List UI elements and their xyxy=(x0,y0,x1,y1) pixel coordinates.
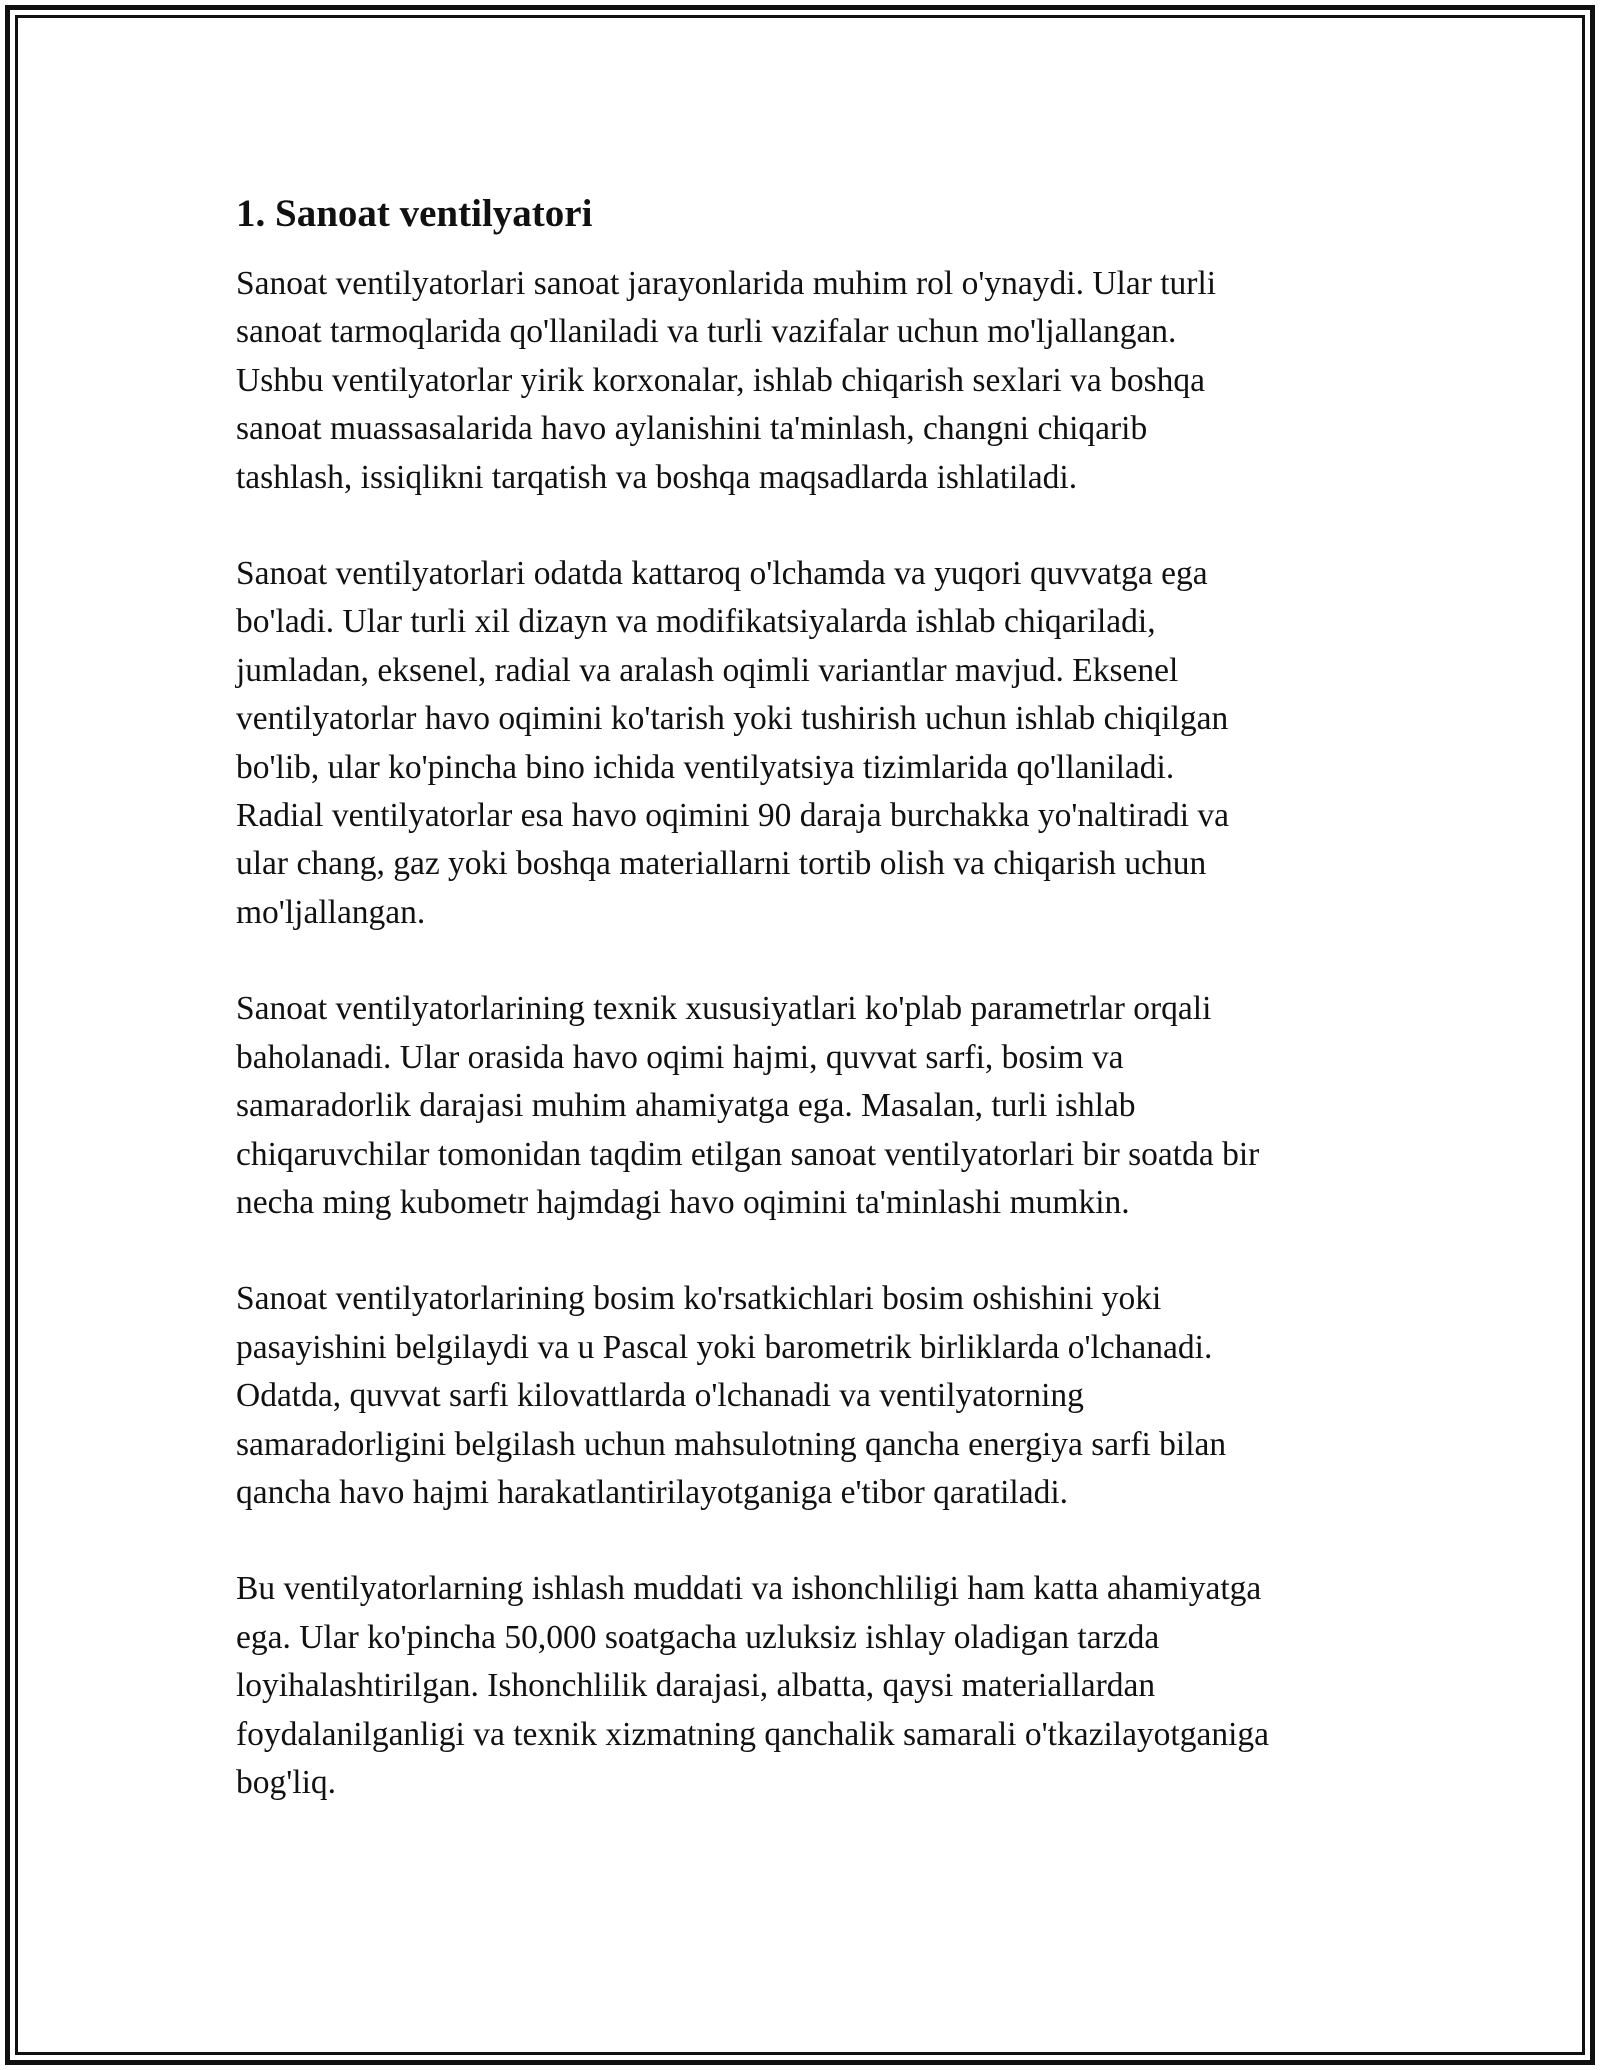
text-line: Radial ventilyatorlar esa havo oqimini 90 daraja burchakka yo'naltiradi va xyxy=(236,797,1230,835)
text-line: ventilyatorlar havo oqimini ko'tarish yoki tushirish uchun ishlab chiqilgan xyxy=(236,700,1229,738)
paragraph-2 xyxy=(236,550,1376,937)
text-line: Sanoat ventilyatorlari odatda kattaroq o'lchamda va yuqori quvvatga ega xyxy=(236,555,1208,593)
text-line: qancha havo hajmi harakatlantirilayotganiga e'tibor qaratiladi. xyxy=(236,1473,1069,1511)
text-line: bo'ladi. Ular turli xil dizayn va modifikatsiyalarda ishlab chiqariladi, xyxy=(236,603,1156,641)
text-line: sanoat muassasalarida havo aylanishini ta'minlash, changni chiqarib xyxy=(236,410,1148,448)
text-line: jumladan, eksenel, radial va aralash oqimli variantlar mavjud. Eksenel xyxy=(236,651,1179,689)
section-heading: 1. Sanoat ventilyatori xyxy=(236,192,593,235)
text-line: Sanoat ventilyatorlarining texnik xususiyatlari ko'plab parametrlar orqali xyxy=(236,990,1212,1028)
text-line: chiqaruvchilar tomonidan taqdim etilgan sanoat ventilyatorlari bir soatda bir xyxy=(236,1135,1260,1173)
text-line: ular chang, gaz yoki boshqa materiallarni tortib olish va chiqarish uchun xyxy=(236,845,1207,883)
text-line: samaradorligini belgilash uchun mahsulotning qancha energiya sarfi bilan xyxy=(236,1425,1227,1463)
paragraph-3 xyxy=(236,985,1376,1227)
text-line: baholanadi. Ular orasida havo oqimi hajmi, quvvat sarfi, bosim va xyxy=(236,1038,1124,1076)
paragraph-1 xyxy=(236,260,1376,502)
text-line: ega. Ular ko'pincha 50,000 soatgacha uzluksiz ishlay oladigan tarzda xyxy=(236,1618,1160,1656)
text-line: bo'lib, ular ko'pincha bino ichida ventilyatsiya tizimlarida qo'llaniladi. xyxy=(236,748,1175,786)
text-line: tashlash, issiqlikni tarqatish va boshqa maqsadlarda ishlatiladi. xyxy=(236,458,1078,496)
paragraph-5 xyxy=(236,1565,1376,1807)
text-line: Odatda, quvvat sarfi kilovattlarda o'lchanadi va ventilyatorning xyxy=(236,1377,1084,1415)
text-line: Sanoat ventilyatorlarining bosim ko'rsatkichlari bosim oshishini yoki xyxy=(236,1280,1162,1318)
text-line: sanoat tarmoqlarida qo'llaniladi va turli vazifalar uchun mo'ljallangan. xyxy=(236,313,1177,351)
text-line: samaradorlik darajasi muhim ahamiyatga ega. Masalan, turli ishlab xyxy=(236,1087,1136,1125)
text-line: Sanoat ventilyatorlari sanoat jarayonlarida muhim rol o'ynaydi. Ular turli xyxy=(236,265,1217,302)
text-line: loyihalashtirilgan. Ishonchlilik darajasi, albatta, qaysi materiallardan xyxy=(236,1667,1156,1705)
text-line: pasayishini belgilaydi va u Pascal yoki barometrik birliklarda o'lchanadi. xyxy=(236,1328,1213,1366)
document-body xyxy=(236,186,1376,1855)
text-line: bog'liq. xyxy=(236,1763,337,1801)
text-line: Ushbu ventilyatorlar yirik korxonalar, ishlab chiqarish sexlari va boshqa xyxy=(236,361,1205,399)
paragraph-4 xyxy=(236,1275,1376,1517)
text-line: foydalanilganligi va texnik xizmatning qanchalik samarali o'tkazilayotganiga xyxy=(236,1715,1270,1753)
text-line: Bu ventilyatorlarning ishlash muddati va ishonchliligi ham katta ahamiyatga xyxy=(236,1570,1262,1608)
text-line: necha ming kubometr hajmdagi havo oqimini ta'minlashi mumkin. xyxy=(236,1183,1130,1221)
text-line: mo'ljallangan. xyxy=(236,893,426,931)
